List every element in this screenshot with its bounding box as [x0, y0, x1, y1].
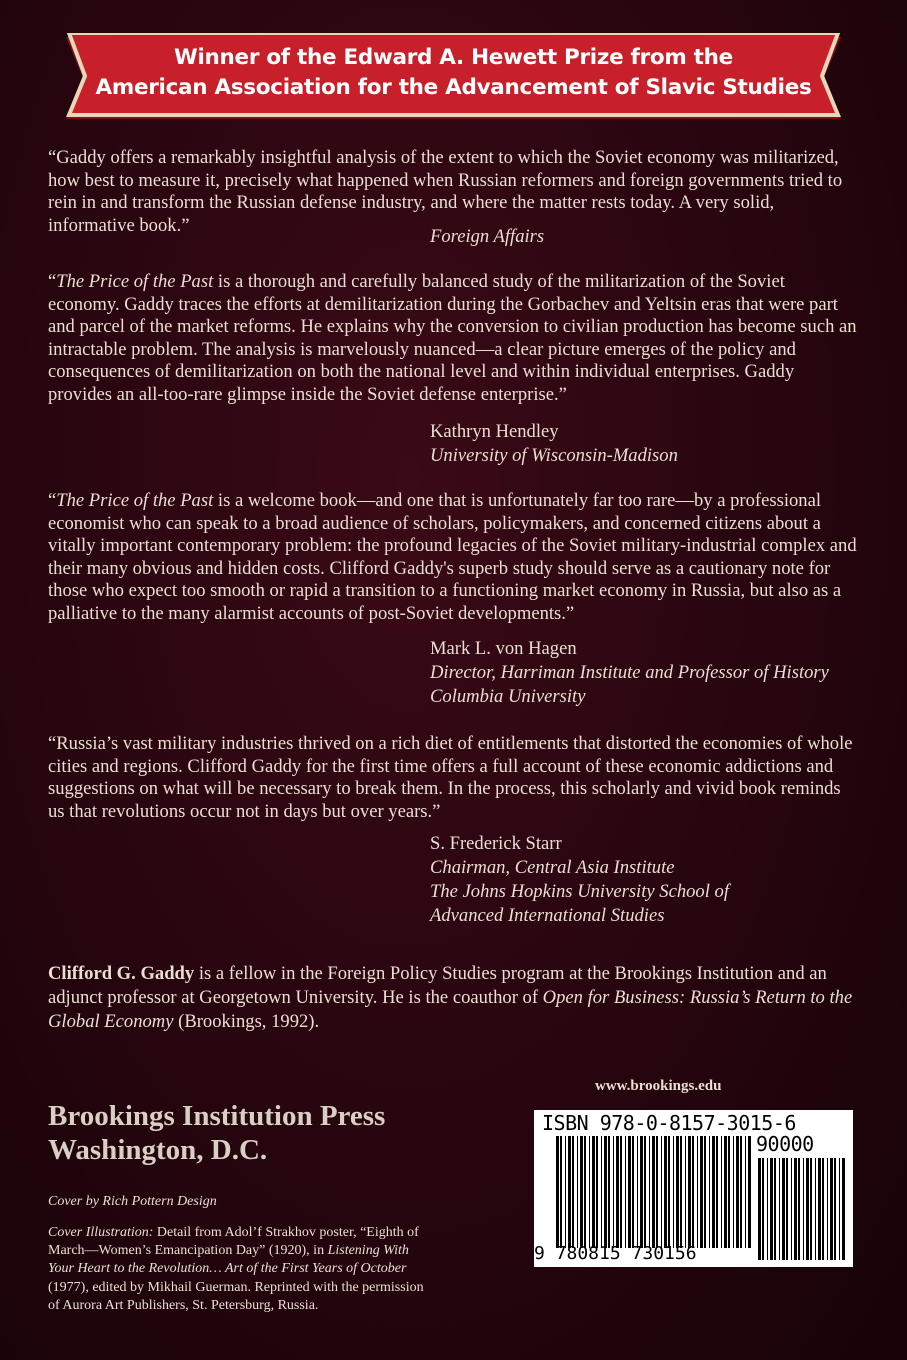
quote-3-affiliation-1: Director, Harriman Institute and Professor of History — [430, 662, 829, 683]
cover-illustration-credit — [48, 1224, 428, 1315]
barcode-bar — [673, 1136, 674, 1248]
barcode-bar — [697, 1136, 698, 1248]
barcode-bar — [601, 1136, 602, 1248]
barcode-bar — [748, 1136, 751, 1248]
review-quote-3 — [48, 490, 858, 625]
barcode-bar — [721, 1136, 722, 1248]
barcode-bar — [680, 1136, 682, 1248]
barcode-bar — [596, 1136, 598, 1248]
review-quote-1 — [48, 147, 858, 237]
illus-text-2: (1977), edited by Mikhail Guerman. Reprinted with the permission of Aurora Art Publishers, St. Petersburg, Russia. — [48, 1279, 424, 1313]
illus-text-1: Detail from Adol’f Strakhov poster, “Eighth of March—Women’s Emancipation Day” (1920), in — [48, 1225, 419, 1259]
barcode-bar — [676, 1136, 679, 1248]
price-supplement-code: 90000 — [756, 1132, 814, 1156]
barcode-bar — [668, 1136, 670, 1248]
author-name: Clifford G. Gaddy — [48, 963, 195, 984]
barcode-bar — [758, 1158, 761, 1260]
barcode-bar — [762, 1158, 764, 1260]
barcode-bar — [709, 1136, 710, 1248]
barcode-bar — [822, 1158, 824, 1260]
quote-2-book-title: The Price of the Past — [56, 271, 214, 292]
barcode-bar — [616, 1136, 619, 1248]
quote-4-attribution — [430, 832, 729, 928]
barcode-bar — [700, 1136, 703, 1248]
barcode-bar — [661, 1136, 662, 1248]
publisher-name: Brookings Institution Press — [48, 1100, 386, 1132]
quote-3-open: “ — [48, 490, 57, 511]
barcode-bar — [745, 1136, 746, 1248]
quote-2-attribution — [430, 420, 678, 468]
barcode-bar — [842, 1158, 845, 1260]
barcode-bar — [592, 1136, 595, 1248]
barcode-bar — [798, 1158, 800, 1260]
barcode-bar — [685, 1136, 686, 1248]
barcode-bar — [620, 1136, 622, 1248]
author-bio-text-1: is a fellow in the Foreign Policy Studies program at the Brookings Institution and an adjunct professor at Georgetown University. He is the coauthor of — [48, 963, 827, 1008]
barcode-bar — [704, 1136, 706, 1248]
barcode-bar — [664, 1136, 667, 1248]
quote-2-open: “ — [48, 271, 57, 292]
barcode-bar — [839, 1158, 840, 1260]
quote-2-text: is a thorough and carefully balanced study of the militarization of the Soviet economy. Gaddy traces the efforts at demilitarization during the Gorbachev and Yeltsin eras that were part and parcel of the market reforms. He explains why the conversion to civilian production has become such an intractable problem. The analysis is marvelously nuanced—a clear picture emerges of the policy and consequences of demilitarization on both the national level and within individual enterprises. Gaddy provides an all-too-rare glimpse inside the Soviet defense enterprise.” — [48, 271, 857, 405]
barcode-bar — [806, 1158, 809, 1260]
isbn-number: ISBN 978-0-8157-3015-6 — [542, 1111, 796, 1135]
barcode-bar — [577, 1136, 578, 1248]
quote-1-source: Foreign Affairs — [430, 226, 545, 247]
barcode-bar — [632, 1136, 634, 1248]
quote-1-text: “Gaddy offers a remarkably insightful analysis of the extent to which the Soviet economy was militarized, how best to measure it, precisely what happened when Russian reformers and foreign governments tried to rein in and transform the Russian defense industry, and where the matter rests today. A very solid, informative book.” — [48, 147, 843, 236]
barcode-bar — [724, 1136, 727, 1248]
prize-banner — [66, 33, 841, 124]
author-bio-text-2: (Brookings, 1992). — [173, 1011, 320, 1032]
barcode-bar — [815, 1158, 816, 1260]
quote-3-name: Mark L. von Hagen — [430, 638, 577, 659]
quote-4-affiliation-3: Advanced International Studies — [430, 905, 665, 926]
barcode-bar — [589, 1136, 590, 1248]
barcode-bar — [556, 1136, 559, 1248]
barcode-bar — [830, 1158, 833, 1260]
barcode-bar — [572, 1136, 574, 1248]
barcode-bar — [803, 1158, 804, 1260]
quote-2-affiliation: University of Wisconsin-Madison — [430, 445, 678, 466]
barcode-bar — [770, 1158, 773, 1260]
barcode-bar — [782, 1158, 785, 1260]
barcode-bar — [640, 1136, 643, 1248]
barcode-bar — [774, 1158, 776, 1260]
barcode-bar — [565, 1136, 566, 1248]
quote-3-book-title: The Price of the Past — [56, 490, 214, 511]
author-bio — [48, 962, 858, 1034]
quote-2-name: Kathryn Hendley — [430, 421, 559, 442]
barcode-bar — [625, 1136, 626, 1248]
barcode-bar — [767, 1158, 768, 1260]
barcode-bar — [716, 1136, 718, 1248]
barcode-bar — [810, 1158, 812, 1260]
barcode-bar — [608, 1136, 610, 1248]
publisher-block — [48, 1099, 385, 1167]
cover-design-credit: Cover by Rich Pottern Design — [48, 1194, 217, 1209]
barcode-bar — [604, 1136, 607, 1248]
barcode-bar — [779, 1158, 780, 1260]
publisher-url: www.brookings.edu — [595, 1078, 722, 1094]
barcode-bar — [818, 1158, 821, 1260]
barcode-bar — [733, 1136, 734, 1248]
isbn-barcode — [534, 1110, 853, 1267]
barcode-bar — [628, 1136, 631, 1248]
review-quote-4 — [48, 733, 858, 823]
quote-4-name: S. Frederick Starr — [430, 833, 562, 854]
barcode-bar — [652, 1136, 655, 1248]
barcode-bar — [794, 1158, 797, 1260]
quote-4-text: “Russia’s vast military industries thrived on a rich diet of entitlements that distorted the economies of whole cities and regions. Clifford Gaddy for the first time offers a full account of these economic addictions and suggestions on what will be necessary to break them. In the process, this scholarly and vivid book reminds us that revolutions occur not in days but over years.” — [48, 733, 853, 822]
barcode-bar — [656, 1136, 658, 1248]
barcode-bar — [827, 1158, 828, 1260]
barcode-bar — [740, 1136, 742, 1248]
barcode-bar — [791, 1158, 792, 1260]
illus-book: Listening With Your Heart to the Revolution… Art of the First Years of October — [48, 1243, 409, 1277]
quote-3-attribution — [430, 637, 829, 709]
barcode-bar — [786, 1158, 788, 1260]
quote-4-affiliation-1: Chairman, Central Asia Institute — [430, 857, 675, 878]
banner-line-2: American Association for the Advancement of Slavic Studies — [95, 75, 812, 100]
barcode-bar — [688, 1136, 691, 1248]
barcode-bar — [834, 1158, 836, 1260]
barcode-bar — [644, 1136, 646, 1248]
barcode-bar — [580, 1136, 583, 1248]
illus-label: Cover Illustration: — [48, 1225, 154, 1240]
review-quote-2 — [48, 271, 858, 406]
publisher-location: Washington, D.C. — [48, 1134, 268, 1166]
quote-4-affiliation-2: The Johns Hopkins University School of — [430, 881, 730, 902]
quote-3-text: is a welcome book—and one that is unfortunately far too rare—by a professional economist who can speak to a broad audience of scholars, policymakers, and concerned citizens about a vitally important contemporary problem: the profound legacies of the Soviet military-industrial complex and their many obvious and hidden costs. Clifford Gaddy's superb study should serve as a cautionary note for those who expect too smooth or rapid a transition to a functioning market economy in Russia, but also as a palliative to the many alarmist accounts of post-Soviet developments.” — [48, 490, 857, 624]
barcode-bar — [736, 1136, 739, 1248]
barcode-bar — [613, 1136, 614, 1248]
quote-3-affiliation-2: Columbia University — [430, 686, 586, 707]
author-coauthored-book: Open for Business: Russia’s Return to the Global Economy — [48, 987, 853, 1032]
quote-1-attribution — [430, 225, 544, 249]
barcode-bar — [584, 1136, 586, 1248]
ean-digits: 9 780815 730156 — [534, 1243, 697, 1264]
banner-line-1: Winner of the Edward A. Hewett Prize from the — [174, 45, 733, 70]
barcode-bar — [560, 1136, 562, 1248]
barcode-bar — [568, 1136, 571, 1248]
barcode-bar — [712, 1136, 715, 1248]
barcode-bar — [649, 1136, 650, 1248]
barcode-bar — [728, 1136, 730, 1248]
barcode-bar — [637, 1136, 638, 1248]
barcode-bar — [692, 1136, 694, 1248]
